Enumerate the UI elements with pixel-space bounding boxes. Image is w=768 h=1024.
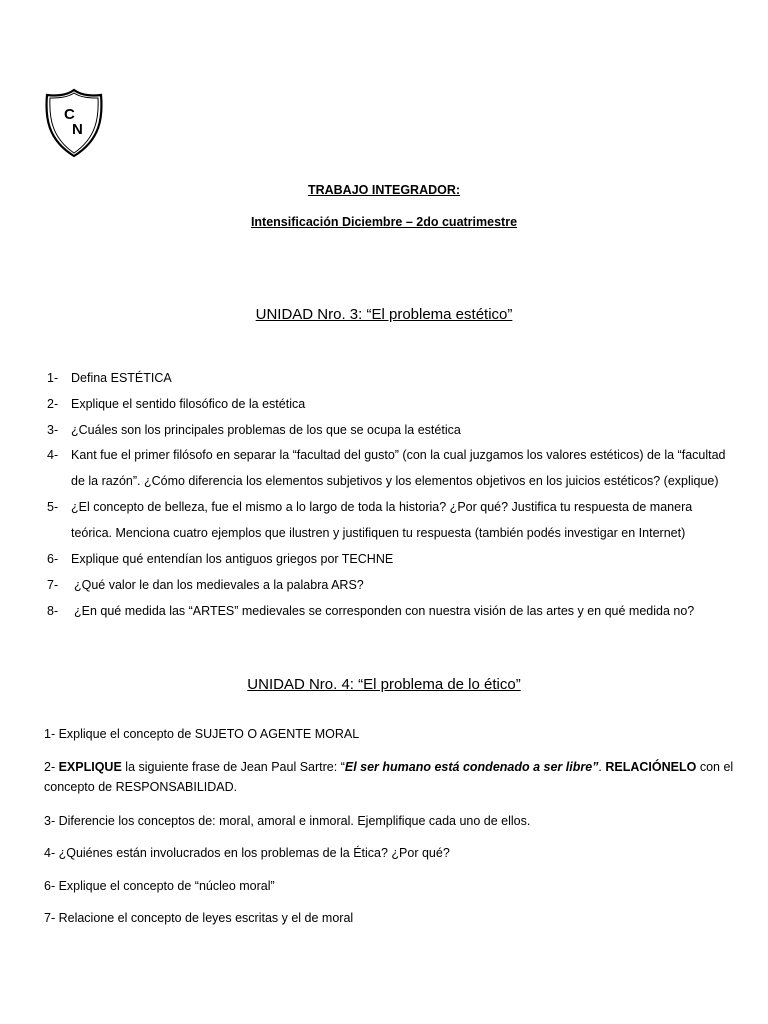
item-text: ¿El concepto de belleza, fue el mismo a lo largo de toda la historia? ¿Por qué? Justifica tu respuesta de manera <box>71 500 693 514</box>
document-title: TRABAJO INTEGRADOR: <box>307 183 461 197</box>
unit4-question-2-continuation: concepto de RESPONSABILIDAD. <box>44 780 238 794</box>
unit4-question-4: 4- ¿Quiénes están involucrados en los problemas de la Ética? ¿Por qué? <box>44 846 450 860</box>
q2-explique: EXPLIQUE <box>58 760 122 774</box>
item-number: 3- <box>47 423 59 437</box>
q2-suffix: con el <box>696 760 734 774</box>
q2-mid: la siguiente frase de Jean Paul Sartre: “ <box>121 760 345 774</box>
item-number: 1- <box>47 371 59 385</box>
item-number: 8- <box>47 604 59 618</box>
item-number: 7- <box>47 578 59 592</box>
q2-sartre-quote: El ser humano está condenado a ser libre” <box>344 760 599 774</box>
unit4-question-6: 6- Explique el concepto de “núcleo moral” <box>44 879 275 893</box>
q2-prefix: 2- <box>44 760 59 774</box>
item-text: Defina ESTÉTICA <box>71 371 172 385</box>
school-crest-logo <box>44 88 104 158</box>
document-subtitle: Intensificación Diciembre – 2do cuatrimestre <box>250 215 518 229</box>
unit3-heading: UNIDAD Nro. 3: “El problema estético” <box>255 306 513 323</box>
item-number: 2- <box>47 397 59 411</box>
item-number: 6- <box>47 552 59 566</box>
q2-relacionelo: RELACIÓNELO <box>605 760 697 774</box>
q2-dot: . <box>598 760 606 774</box>
item-text: Kant fue el primer filósofo en separar la “facultad del gusto” (con la cual juzgamos los valores estéticos) de la “facultad <box>71 448 726 462</box>
unit4-question-1: 1- Explique el concepto de SUJETO O AGENTE MORAL <box>44 727 360 741</box>
item-text: ¿Cuáles son los principales problemas de los que se ocupa la estética <box>71 423 461 437</box>
item-text: de la razón”. ¿Cómo diferencia los elementos subjetivos y los elementos objetivos en los juicios estéticos? (explique) <box>71 474 719 488</box>
item-text: Explique qué entendían los antiguos griegos por TECHNE <box>71 552 394 566</box>
unit4-question-7: 7- Relacione el concepto de leyes escritas y el de moral <box>44 911 354 925</box>
unit4-question-3: 3- Diferencie los conceptos de: moral, amoral e inmoral. Ejemplifique cada uno de ellos. <box>44 814 531 828</box>
unit4-question-2 <box>44 760 733 775</box>
unit4-heading: UNIDAD Nro. 4: “El problema de lo ético” <box>247 676 521 693</box>
item-text: ¿En qué medida las “ARTES” medievales se corresponden con nuestra visión de las artes y en qué medida no? <box>74 604 695 618</box>
item-text: Explique el sentido filosófico de la estética <box>71 397 306 411</box>
item-number: 5- <box>47 500 59 514</box>
item-number: 4- <box>47 448 59 462</box>
item-text: teórica. Menciona cuatro ejemplos que ilustren y justifiquen tu respuesta (también podés investigar en Internet) <box>71 526 686 540</box>
crest-letter-c: C <box>64 106 75 123</box>
item-text: ¿Qué valor le dan los medievales a la palabra ARS? <box>74 578 364 592</box>
crest-letter-n: N <box>72 121 83 138</box>
